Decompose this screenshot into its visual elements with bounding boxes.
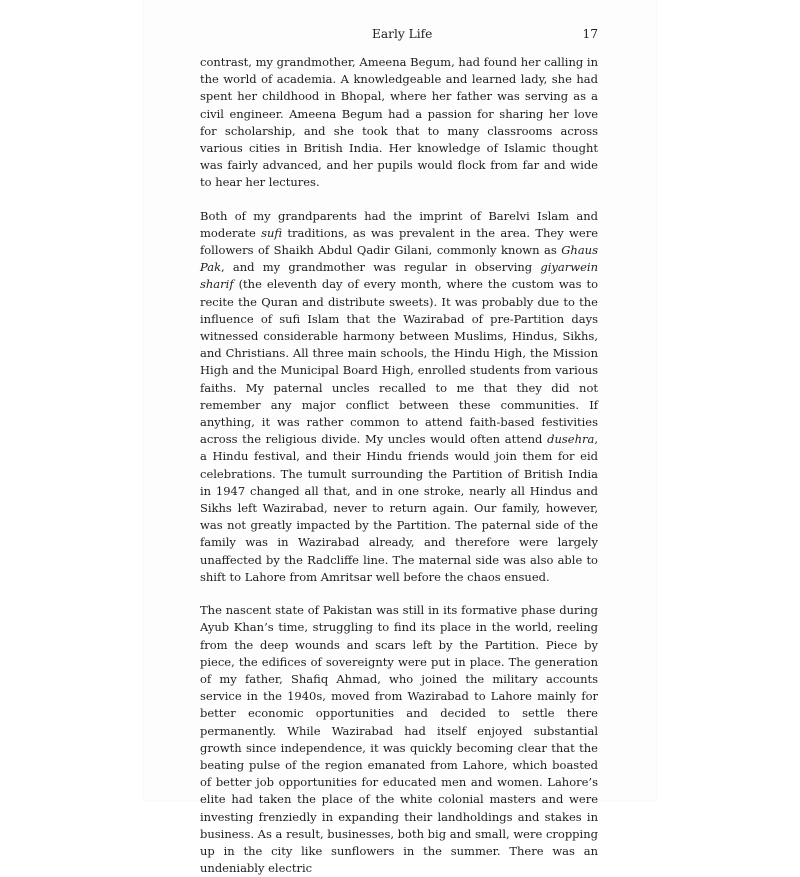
text-segment: (the eleventh day of every month, where the custom was to recite the Quran and distribute sweets). It was probably due to the influence of sufi Islam that the Wazirabad of pre-Partition days witnessed considerable harmony between Muslims, Hindus, Sikhs, and Christians. All three main schools, the Hindu High, the Mission High and the Municipal Board High, enrolled students from various faiths. My paternal uncles recalled to me that they did not remember any major conflict between these communities. If anything, it was rather common to attend faith-based festivities across the religious divide. My uncles would often attend [200, 277, 598, 447]
italic-term-dusehra: dusehra [547, 432, 595, 447]
paragraph-2 [200, 208, 598, 586]
italic-term-ghaus-pak: Ghaus Pak [200, 243, 598, 275]
italic-term-sufi: sufi [261, 225, 283, 240]
text-segment: traditions, as was prevalent in the area. They were followers of Shaikh Abdul Qadir Gilani, commonly known as [200, 225, 598, 258]
text-segment: The nascent state of Pakistan was still in its formative phase during Ayub Khan’s time, struggling to find its place in the world, reeling from the deep wounds and scars left by the Partition. Piece by piece, the edifices of sovereignty were put in place. The generation of my father, Shafiq Ahmad, who joined the military accounts service in the 1940s, moved from Wazirabad to Lahore mainly for better economic opportunities and decided to settle there permanently. While Wazirabad had itself enjoyed substantial growth since independence, it was quickly becoming clear that the beating pulse of the region emanated from Lahore, which boasted of better job opportunities for educated men and women. Lahore’s elite had taken the place of the white colonial masters and were investing frenziedly in expanding their landholdings and stakes in business. As a result, businesses, both big and small, were cropping up in the city like sunflowers in the summer. There was an undeniably electric [200, 603, 598, 876]
text-segment: Both of my grandparents had the imprint of Barelvi Islam and moderate [200, 208, 598, 240]
italic-term-giyarwein-sharif: giyarwein sharif [200, 260, 598, 292]
paragraph-1 [200, 54, 598, 192]
running-header [200, 27, 598, 43]
paragraph-3 [200, 602, 598, 877]
text-segment: contrast, my grandmother, Ameena Begum, had found her calling in the world of academia. A knowledgeable and learned lady, she had spent her childhood in Bhopal, where her father was serving as a civil engineer. Ameena Begum had a passion for sharing her love for scholarship, and she took that to many classrooms across various cities in British India. Her knowledge of Islamic thought was fairly advanced, and her pupils would flock from far and wide to hear her lectures. [200, 55, 598, 190]
chapter-title: Early Life [372, 27, 433, 41]
text-segment: , a Hindu festival, and their Hindu friends would join them for eid celebrations. The tumult surrounding the Partition of British India in 1947 changed all that, and in one stroke, nearly all Hindus and Sikhs left Wazirabad, never to return again. Our family, however, was not greatly impacted by the Partition. The paternal side of the family was in Wazirabad already, and therefore were largely unaffected by the Radcliffe line. The maternal side was also able to shift to Lahore from Amritsar well before the chaos ensued. [200, 432, 598, 584]
text-segment: , and my grandmother was regular in observing [221, 260, 541, 275]
page-number: 17 [582, 27, 598, 41]
page-body [200, 54, 598, 877]
